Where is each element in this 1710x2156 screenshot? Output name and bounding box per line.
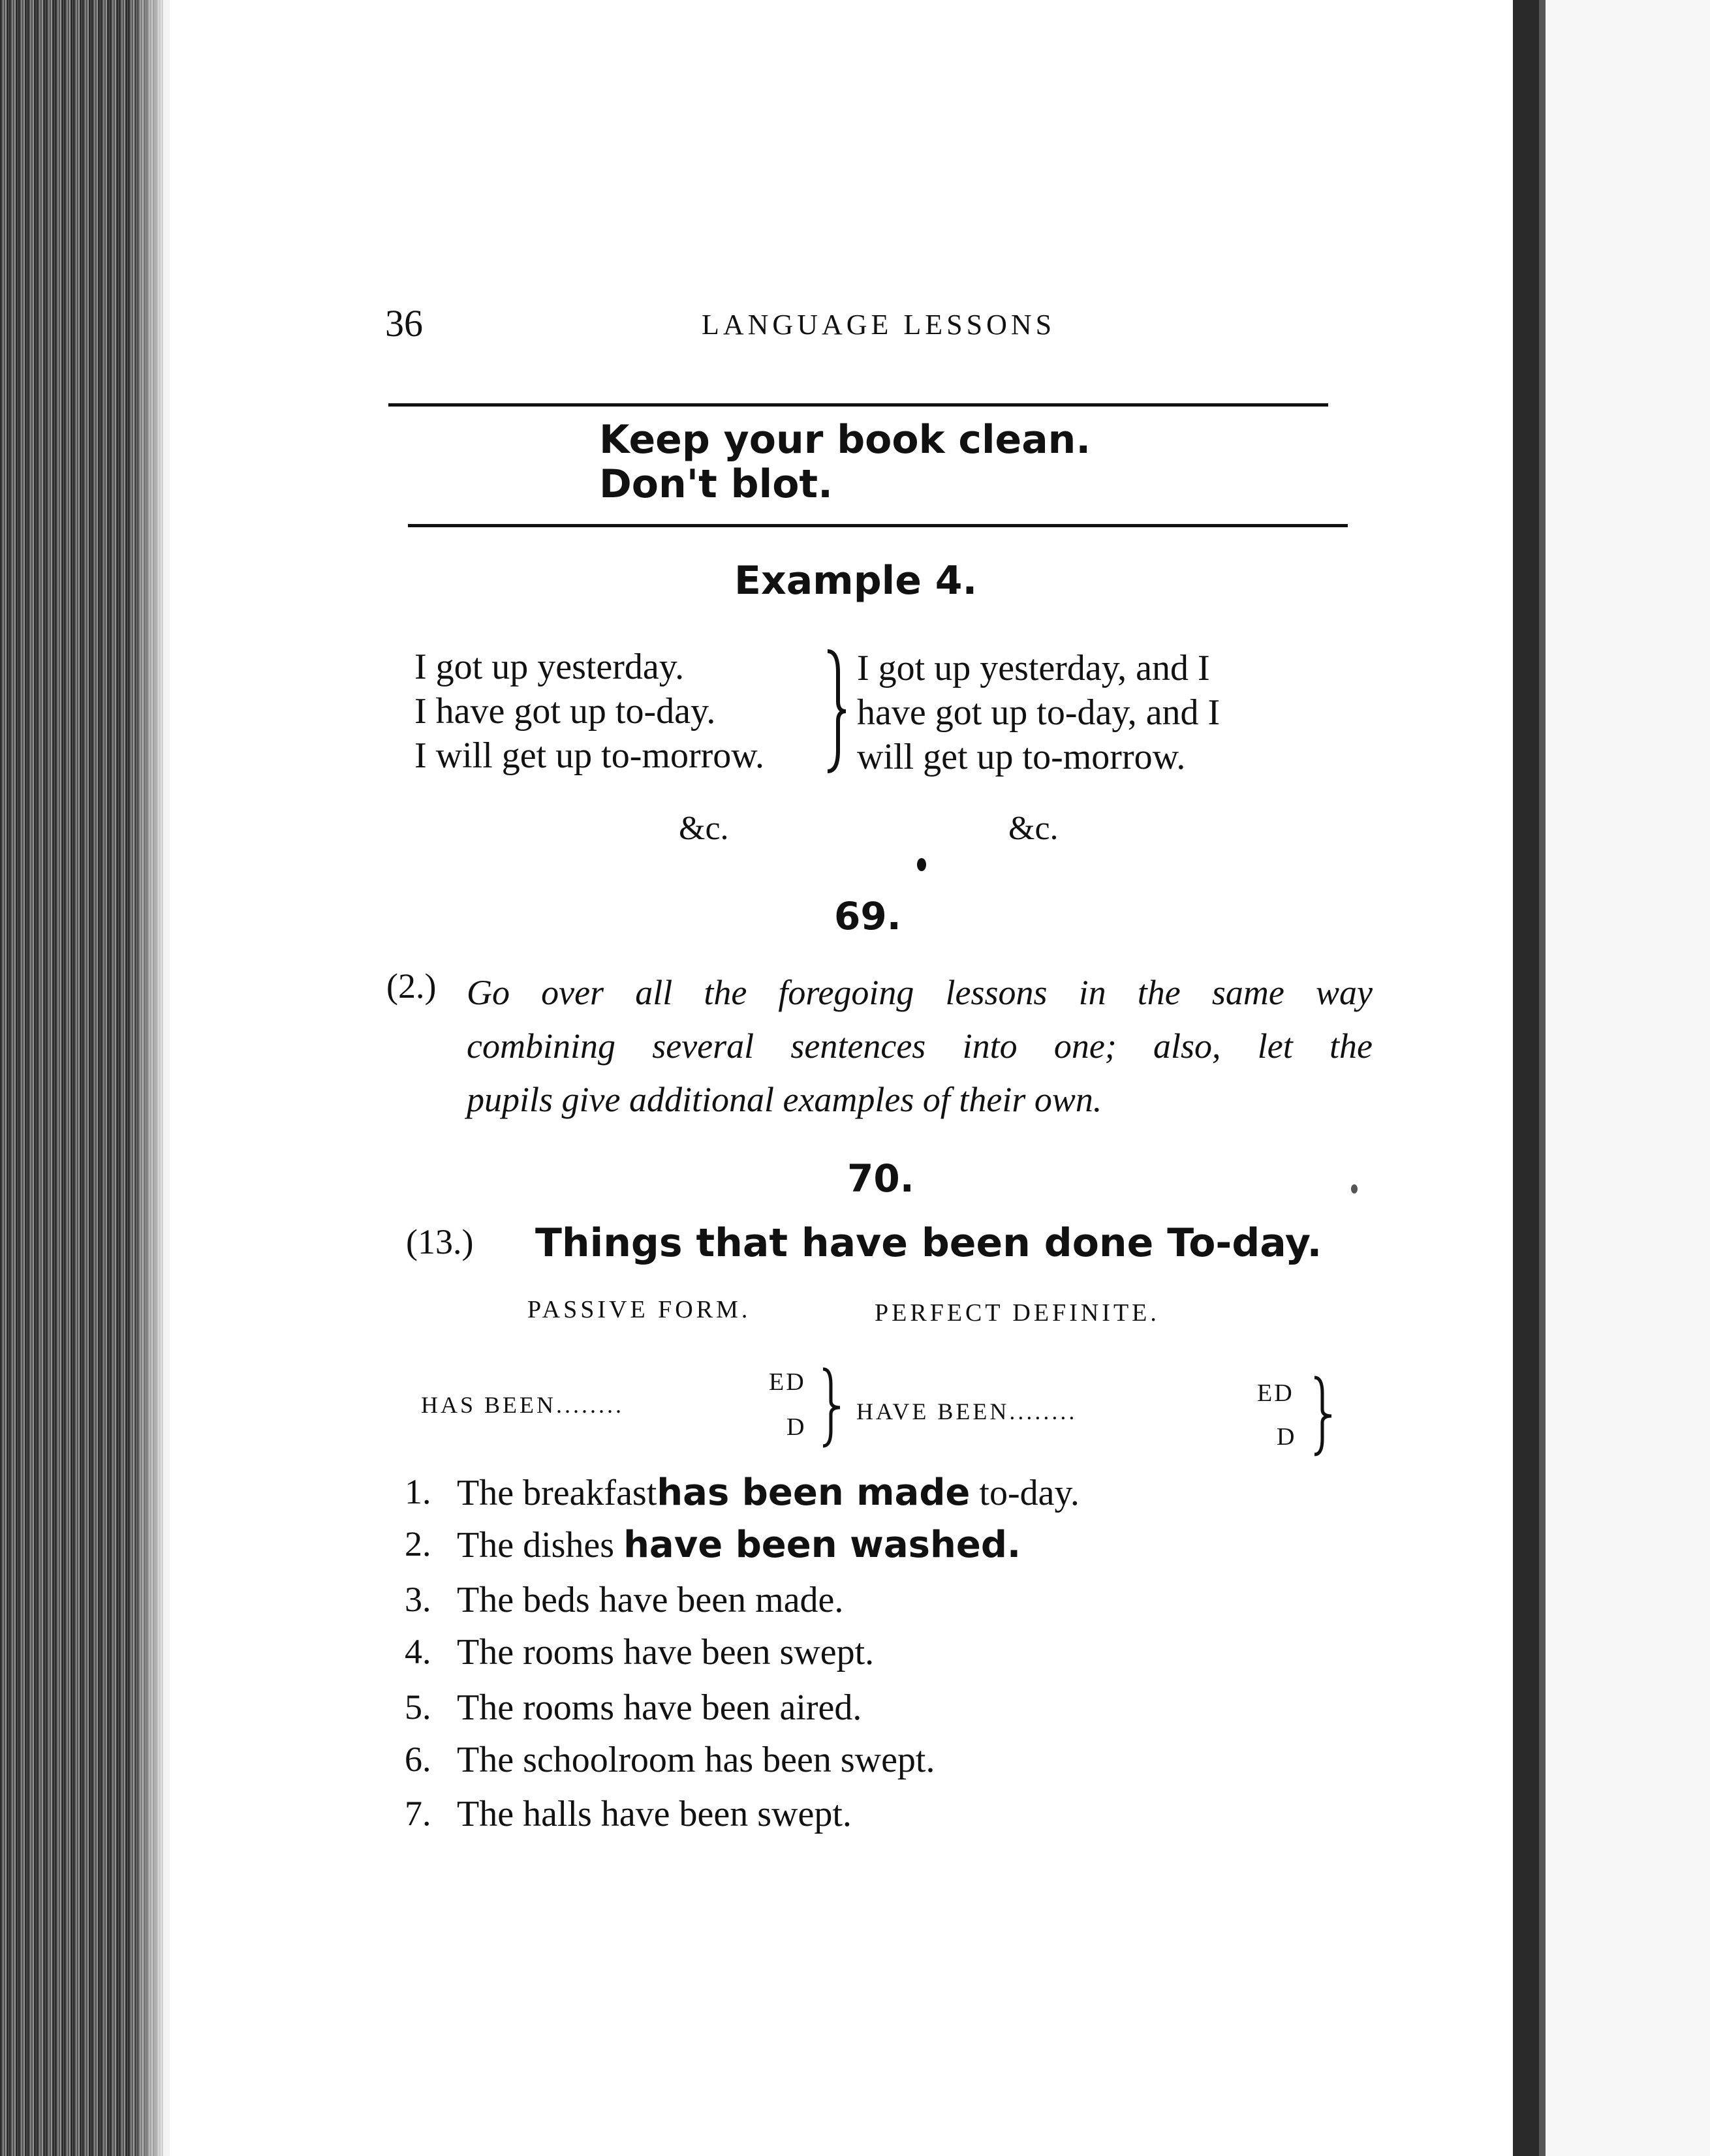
list-item-number: 1. (405, 1472, 431, 1511)
right-brace-icon (822, 646, 848, 777)
section-69-number: 69. (834, 894, 901, 938)
ed-suffix-2: ED (1257, 1379, 1294, 1407)
list-item: The halls have been swept. (457, 1794, 852, 1834)
ed-suffix-1: ED (769, 1368, 806, 1396)
list-item: The rooms have been swept. (457, 1632, 875, 1672)
list-item-number: 5. (405, 1687, 431, 1727)
example-right-line-1: I got up yesterday, and I (857, 648, 1210, 688)
notice-line-2: Don't blot. (599, 461, 833, 507)
list-item-text: The breakfast (457, 1473, 657, 1513)
have-been-label: HAVE BEEN........ (856, 1398, 1078, 1424)
list-item-number: 7. (405, 1794, 431, 1833)
list-item (457, 1524, 1021, 1566)
list-item (457, 1471, 1080, 1514)
d-suffix-1: D (786, 1413, 807, 1441)
right-brace-icon (1311, 1374, 1337, 1458)
passive-form-label: PASSIVE FORM. (527, 1296, 751, 1323)
book-gutter-right (1513, 0, 1539, 2156)
ink-dot (917, 858, 926, 871)
notice-line-1: Keep your book clean. (599, 417, 1091, 463)
perfect-definite-label: PERFECT DEFINITE. (875, 1299, 1160, 1327)
next-page-edge (1539, 0, 1710, 2156)
next-page-shadow (1539, 0, 1546, 2156)
section-69-line-1: Go over all the foregoing lessons in the same way (467, 973, 1373, 1012)
example-right-line-3: will get up to-morrow. (857, 737, 1186, 777)
example-title: Example 4. (734, 558, 978, 604)
section-70-number: 70. (847, 1156, 914, 1201)
running-title: LANGUAGE LESSONS (702, 309, 1056, 341)
ink-speck (1351, 1184, 1358, 1194)
example-left-line-2: I have got up to-day. (414, 691, 716, 732)
book-edge-fade (131, 0, 170, 2156)
top-rule (388, 403, 1328, 407)
example-right-line-2: have got up to-day, and I (857, 692, 1220, 733)
section-69-marker: (2.) (386, 966, 437, 1006)
list-item-bold: has been made (657, 1471, 971, 1514)
example-left-line-3: I will get up to-morrow. (414, 735, 765, 776)
list-item-bold: have been washed. (623, 1524, 1021, 1566)
list-item: The rooms have been aired. (457, 1687, 862, 1728)
list-item-number: 4. (405, 1632, 431, 1671)
list-item: The schoolroom has been swept. (457, 1740, 935, 1780)
d-suffix-2: D (1277, 1423, 1297, 1451)
etc-left: &c. (679, 810, 729, 847)
section-69-line-3: pupils give additional examples of their own. (467, 1080, 1102, 1119)
list-item: The beds have been made. (457, 1580, 844, 1620)
list-item-number: 6. (405, 1740, 431, 1779)
list-item-text: The dishes (457, 1525, 624, 1565)
etc-right: &c. (1008, 810, 1059, 847)
list-item-number: 2. (405, 1524, 431, 1563)
list-item-number: 3. (405, 1580, 431, 1619)
list-item-text-after: to-day. (970, 1473, 1080, 1513)
page-number: 36 (385, 302, 423, 345)
has-been-label: HAS BEEN........ (421, 1392, 625, 1418)
right-brace-icon (819, 1365, 845, 1450)
section-70-title: Things that have been done To-day. (535, 1220, 1322, 1266)
section-70-marker: (13.) (406, 1222, 474, 1261)
bottom-rule (408, 524, 1348, 527)
example-left-line-1: I got up yesterday. (414, 647, 685, 687)
section-69-line-2: combining several sentences into one; also, let the (467, 1026, 1373, 1066)
